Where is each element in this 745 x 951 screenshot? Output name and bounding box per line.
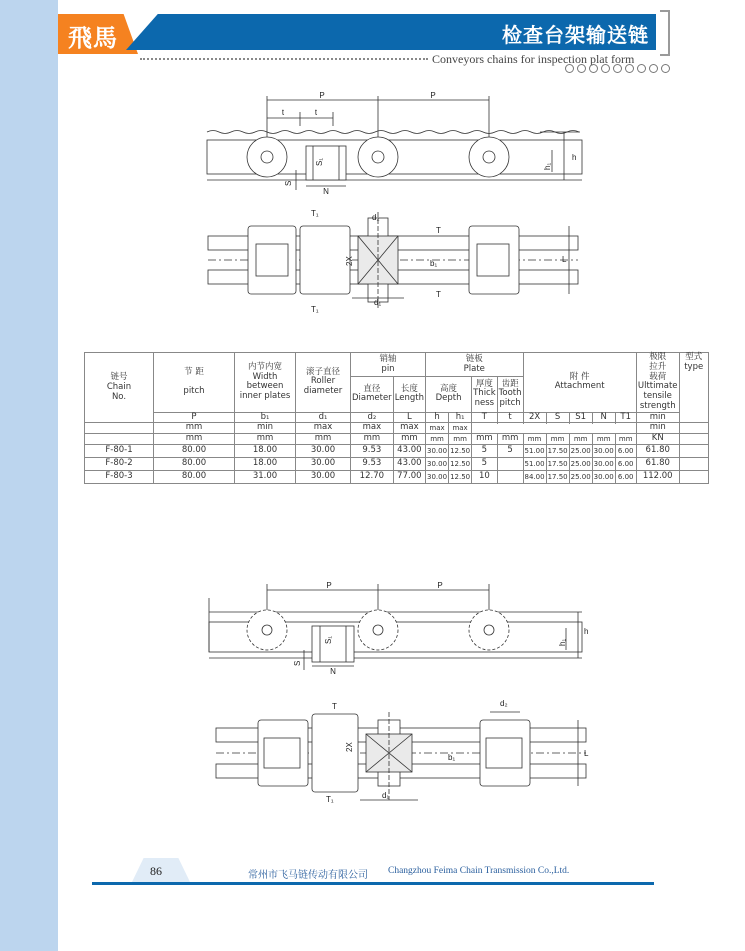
drawing-2-side-view bbox=[209, 581, 588, 676]
label-S1: S₁ bbox=[315, 157, 324, 166]
label-T1: T₁ bbox=[311, 305, 319, 314]
label-2X: 2X bbox=[345, 742, 354, 752]
page-subtitle: Conveyors chains for inspection plat form bbox=[432, 52, 635, 66]
label-S1: S₁ bbox=[324, 635, 333, 644]
label-h1: h₁ bbox=[558, 638, 567, 646]
label-d1: d₁ bbox=[382, 791, 390, 800]
label-T1: T₁ bbox=[311, 209, 319, 218]
label-T: T bbox=[436, 290, 441, 299]
label-N: N bbox=[330, 667, 336, 676]
logo: 飛馬 bbox=[68, 23, 118, 52]
label-T1: T₁ bbox=[326, 795, 334, 804]
label-d1: d₁ bbox=[374, 298, 382, 307]
label-L: L bbox=[584, 749, 589, 758]
company-name-cn: 常州市飞马链传动有限公司 bbox=[248, 870, 368, 881]
label-L: L bbox=[562, 255, 567, 264]
table-row: F-80-3 80.00 31.00 30.00 12.70 77.00 30.00 12.50 10 84.00 17.50 25.00 30.00 6.00 112.00 bbox=[85, 470, 709, 483]
label-h: h bbox=[572, 153, 577, 162]
page-number: 86 bbox=[150, 864, 162, 878]
label-d2: d₂ bbox=[372, 213, 380, 222]
label-t: t bbox=[281, 108, 285, 117]
label-b1: b₁ bbox=[448, 753, 456, 762]
label-P: P bbox=[326, 581, 332, 590]
label-t: t bbox=[314, 108, 318, 117]
label-T: T bbox=[332, 702, 337, 711]
label-P: P bbox=[430, 91, 436, 100]
label-P: P bbox=[319, 91, 325, 100]
label-d2: d₂ bbox=[500, 699, 508, 708]
label-P: P bbox=[437, 581, 443, 590]
company-name-en: Changzhou Feima Chain Transmission Co.,Ltd. bbox=[388, 866, 570, 876]
table-row: F-80-1 80.00 18.00 30.00 9.53 43.00 30.00 12.50 5 5 51.00 17.50 25.00 30.00 6.00 61.80 bbox=[85, 444, 709, 457]
spec-table: 链号 Chain No. 节 距 pitch 内节内宽 Width between inner plates 滚子直径 Roller diameter 销轴 pin 链板 Plate 附 件 Attachment 极限 拉升 载荷 Ulttimate tensile strength 型式 type 直径 Diameter 长度 Length 高度 Depth 厚度 Thick ness 齿距 Tooth pitch P b₁ d₁ d₂ L h h₁ T t 2X S S1 N T1 min mm min max max max max max min mm mm mm mm mm mm mm mm mm mm mm mm mm mm KN F-80-1 80.00 18.00 30.00 9.53 43.00 30.00 12.50 5 5 51.00 17.50 25.00 30.00 6.00 61.80 F-80-2 80.00 18.00 30.00 9.53 43.00 30.00 12.50 5 51.00 17.50 25.00 30.00 6.00 61.80 F-80-3 80.00 31.00 30.00 12.70 77.00 30.00 12.50 10 84.00 17.50 25.00 30.00 6.00 112.00 bbox=[84, 352, 709, 484]
label-S: S bbox=[293, 660, 302, 666]
drawing-1-top-view bbox=[208, 209, 578, 314]
label-b1: b₁ bbox=[430, 259, 438, 268]
label-T: T bbox=[436, 226, 441, 235]
drawing-2-top-view bbox=[216, 699, 589, 804]
page-title: 检查台架输送链 bbox=[502, 23, 649, 47]
label-h1: h₁ bbox=[543, 162, 552, 170]
label-h: h bbox=[584, 627, 589, 636]
drawing-1-side-view bbox=[207, 91, 582, 196]
footer-rule bbox=[92, 882, 654, 885]
table-row: F-80-2 80.00 18.00 30.00 9.53 43.00 30.00 12.50 5 51.00 17.50 25.00 30.00 6.00 61.80 bbox=[85, 457, 709, 470]
label-2X: 2X bbox=[345, 256, 354, 266]
label-N: N bbox=[323, 187, 329, 196]
label-S: S bbox=[284, 180, 293, 186]
